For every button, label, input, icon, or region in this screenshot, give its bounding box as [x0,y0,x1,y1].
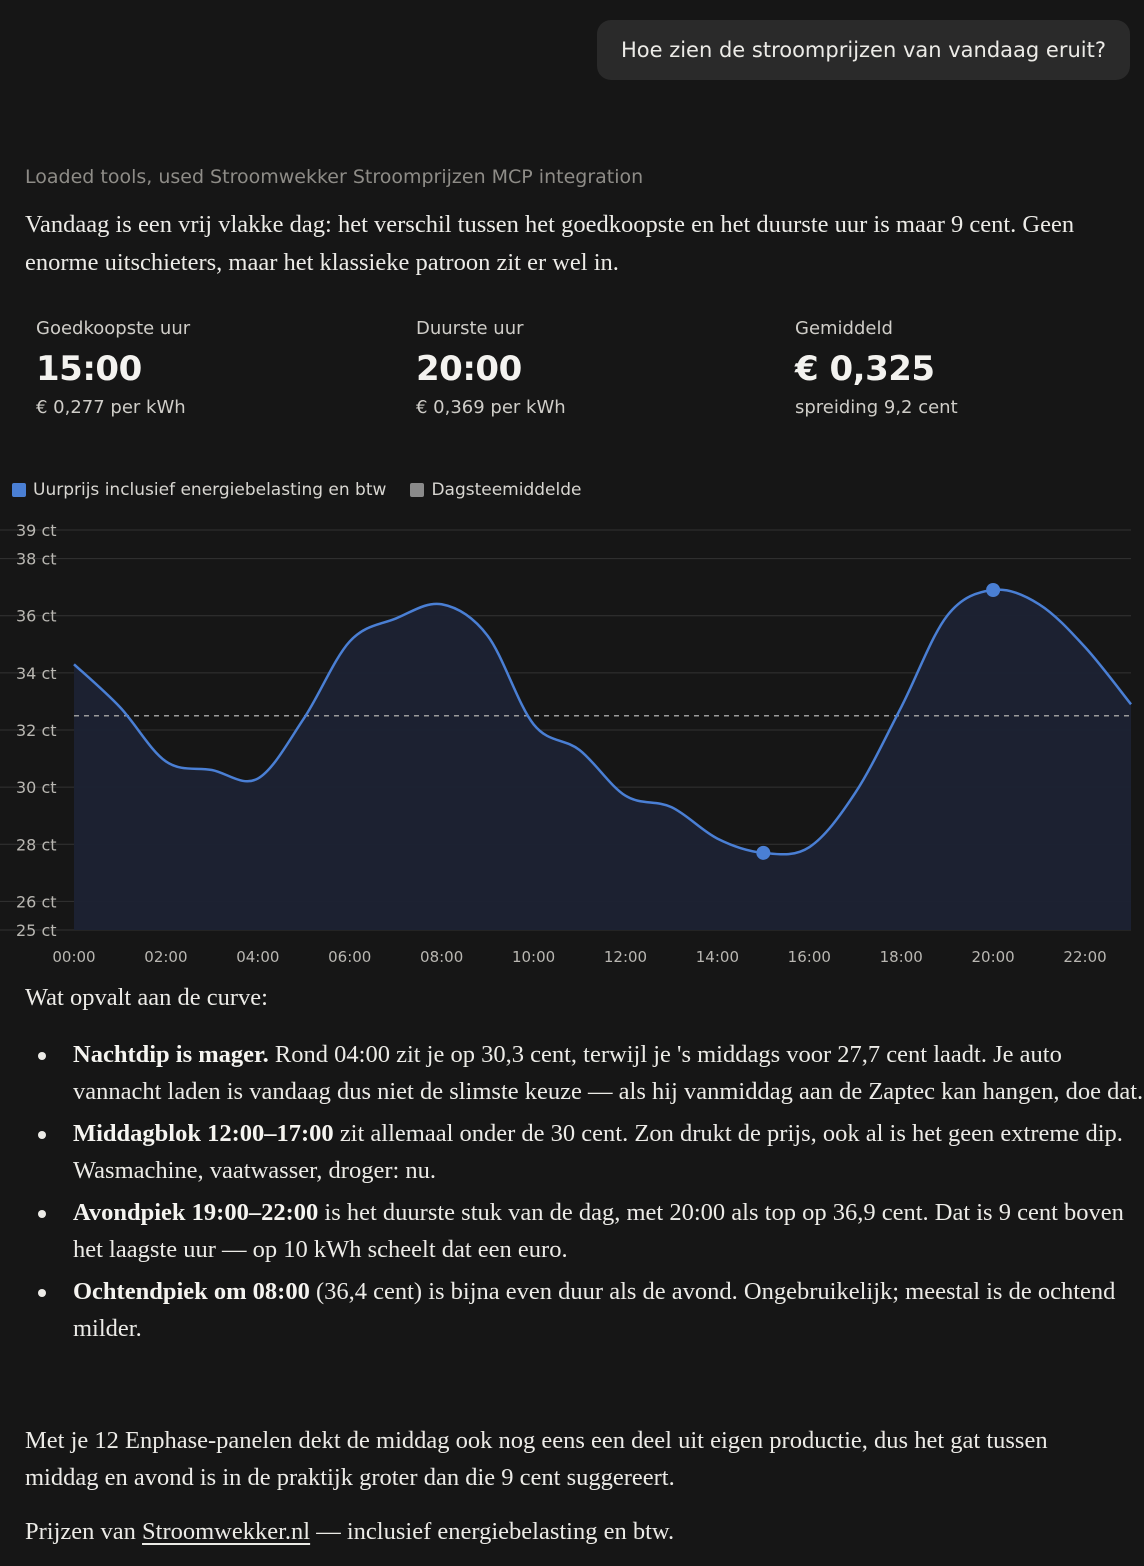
legend-swatch-day-average [410,483,424,497]
stat-sub: € 0,277 per kWh [36,397,186,418]
closing-paragraph: Met je 12 Enphase-panelen dekt de middag ook nog eens een deel uit eigen productie, dus het gat tussen middag en avond is in de praktijk groter dan die 9 cent suggereert. [25,1427,1048,1491]
x-tick-label: 10:00 [511,948,556,966]
x-tick-label: 20:00 [971,948,1015,966]
x-tick-label: 18:00 [879,948,923,966]
y-tick-label: 30 ct [16,778,57,798]
source-suffix: — inclusief energiebelasting en btw. [310,1518,675,1545]
highlight-point [756,846,770,860]
y-tick-label: 32 ct [16,721,57,740]
y-tick-label: 39 ct [16,521,57,540]
list-item-text: (36,4 cent) is bijna even duur als de avond. Ongebruikelijk; meestal is de ochtend milder. [73,1278,1116,1342]
highlight-point [986,583,1000,597]
stat-most-expensive-hour [416,318,566,418]
list-item-text: Rond 04:00 zit je op 30,3 cent, terwijl je 's middags voor 27,7 cent laadt. Je auto vannacht laden is vandaag dus niet de slimste keuze — als hij vanmiddag aan de Zaptec kan hangen, doe dat. [73,1041,1144,1105]
stat-sub: € 0,369 per kWh [416,397,566,418]
stat-label: Goedkoopste uur [36,318,191,339]
user-message-bubble: Hoe zien de stroomprijzen van vandaag eruit? [597,20,1130,80]
legend-label: Dagsteemiddelde [431,480,582,500]
source-line [25,1513,1105,1550]
x-tick-label: 08:00 [420,948,464,966]
legend-label: Uurprijs inclusief energiebelasting en btw [33,480,387,500]
x-tick-label: 00:00 [52,948,96,966]
y-tick-label: 36 ct [16,606,57,626]
list-item-text: zit allemaal onder de 30 cent. Zon drukt de prijs, ook al is het geen extreme dip. Wasmachine, vaatwasser, droger: nu. [73,1120,1123,1184]
observation-list [25,1036,1144,1352]
source-link[interactable]: Stroomwekker.nl [142,1518,311,1545]
y-tick-label: 26 ct [16,892,57,912]
intro-paragraph: Vandaag is een vrij vlakke dag: het verschil tussen het goedkoopste en het duurste uur is maar 9 cent. Geen enorme uitschieters, maar het klassieke patroon zit er wel in. [25,211,1075,276]
stat-value: 15:00 [36,349,142,389]
x-tick-label: 06:00 [328,948,372,966]
stat-sub: spreiding 9,2 cent [795,397,958,418]
stat-cheapest-hour [36,318,190,418]
legend-swatch-hourly-price [12,483,26,497]
list-item [73,1273,1144,1347]
legend-item-hourly-price[interactable] [12,480,386,500]
price-chart [0,510,1144,972]
y-tick-label: 28 ct [16,835,57,855]
x-tick-label: 14:00 [695,948,740,966]
list-item-text: is het duurste stuk van de dag, met 20:00 als top op 36,9 cent. Dat is 9 cent boven het laagste uur — op 10 kWh scheelt dat een euro. [73,1199,1124,1263]
legend-item-day-average[interactable] [410,480,581,500]
y-tick-label: 25 ct [16,921,57,940]
list-item-title: Middagblok 12:00–17:00 [73,1120,334,1147]
list-item [73,1194,1144,1268]
price-stats [36,318,1136,438]
x-tick-label: 22:00 [1063,948,1107,966]
series-area [74,590,1131,930]
source-prefix: Prijzen van [25,1518,143,1545]
list-item-title: Ochtendpiek om 08:00 [73,1278,310,1305]
y-tick-label: 38 ct [16,549,57,569]
x-tick-label: 12:00 [603,948,648,966]
x-tick-label: 04:00 [236,948,280,966]
stat-value: 20:00 [416,349,522,389]
stat-average [795,318,958,418]
x-tick-label: 02:00 [144,948,188,966]
curve-intro: Wat opvalt aan de curve: [25,984,268,1011]
x-tick-label: 16:00 [787,948,831,966]
stat-label: Duurste uur [416,318,524,339]
y-tick-label: 34 ct [16,663,57,683]
tool-usage-note[interactable]: Loaded tools, used Stroomwekker Stroomprijzen MCP integration [25,166,644,188]
list-item-title: Nachtdip is mager. [73,1041,269,1068]
list-item-title: Avondpiek 19:00–22:00 [73,1199,319,1226]
stat-value: € 0,325 [795,349,935,389]
list-item [73,1036,1144,1110]
chart-legend [12,480,581,500]
list-item [73,1115,1144,1189]
stat-label: Gemiddeld [795,318,893,339]
